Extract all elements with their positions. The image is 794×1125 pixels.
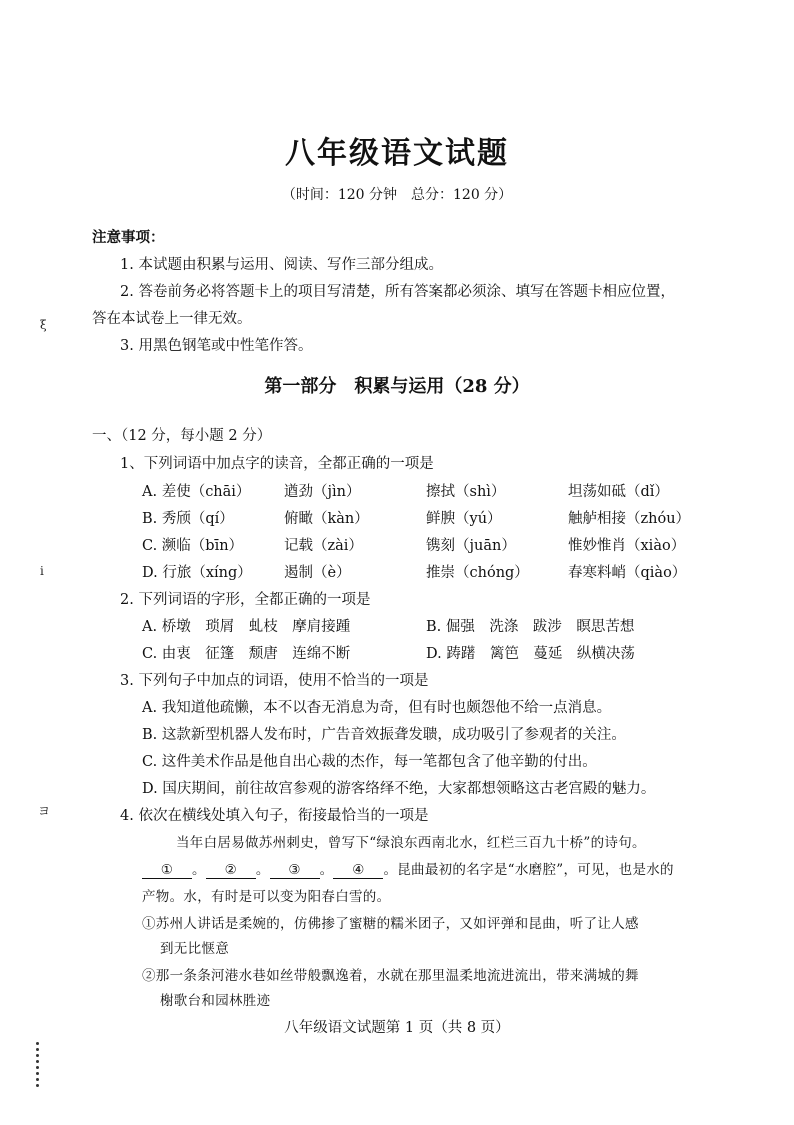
choice-line: 榭歌台和园林胜迹 (160, 993, 271, 1009)
option-line: C. 这件美术作品是他自出心裁的杰作，每一笔都包含了他辛勤的付出。 (142, 754, 597, 770)
option-cell: B. 秀颀（qí） (142, 511, 234, 527)
part-heading: 一、（12 分，每小题 2 分） (92, 428, 272, 444)
answer-blank: ③ (270, 862, 320, 879)
margin-mark: ξ (40, 318, 47, 332)
margin-mark: i (40, 564, 44, 578)
note-item: 1. 本试题由积累与运用、阅读、写作三部分组成。 (120, 257, 443, 273)
option-line: B. 这款新型机器人发布时，广告音效振聋发聩，成功吸引了参观者的关注。 (142, 727, 626, 743)
option-cell: B. 倔强 洗涤 跋涉 瞑思苦想 (426, 619, 635, 635)
passage-line: 当年白居易做苏州刺史，曾写下“绿浪东西南北水，红栏三百九十桥”的诗句。 (176, 835, 646, 851)
choice-line: ②那一条条河港水巷如丝带般飘逸着，水就在那里温柔地流进流出，带来满城的舞 (142, 968, 639, 984)
option-cell: 惟妙惟肖（xiào） (568, 538, 686, 554)
option-line: A. 我知道他疏懒，本不以杳无消息为奇，但有时也颇怨他不给一点消息。 (142, 700, 612, 716)
note-item: 答在本试卷上一律无效。 (92, 311, 252, 327)
option-line: D. 国庆期间，前往故宫参观的游客络绎不绝，大家都想领略这古老宫殿的魅力。 (142, 781, 656, 797)
note-item: 3. 用黑色钢笔或中性笔作答。 (120, 338, 313, 354)
option-cell: D. 行旅（xíng） (142, 565, 252, 581)
option-cell: 坦荡如砥（dǐ） (568, 484, 669, 500)
passage-text: 。昆曲最初的名字是“水磨腔”，可见，也是水的 (383, 862, 674, 878)
question-stem: 3. 下列句子中加点的词语，使用不恰当的一项是 (120, 673, 429, 689)
question-stem: 2. 下列词语的字形，全都正确的一项是 (120, 592, 371, 608)
choice-line: 到无比惬意 (160, 941, 229, 957)
question-stem: 4. 依次在横线处填入句子，衔接最恰当的一项是 (120, 808, 429, 824)
choice-line: ①苏州人讲话是柔婉的，仿佛掺了蜜糖的糯米团子，又如评弹和昆曲，听了让人感 (142, 916, 639, 932)
answer-blank: ① (142, 862, 192, 879)
section-heading: 第一部分 积累与运用（28 分） (264, 376, 530, 397)
option-cell: 记载（zài） (284, 538, 363, 554)
option-cell: 遏制（è） (284, 565, 351, 581)
option-cell: 擦拭（shì） (426, 484, 506, 500)
passage-line: ① 。 ② 。 ③ 。 ④ 。昆曲最初的名字是“水磨腔”，可见，也是水的 (142, 858, 674, 879)
passage-line: 产物。水，有时是可以变为阳春白雪的。 (142, 889, 391, 905)
option-cell: A. 桥墩 琐屑 虬枝 摩肩接踵 (142, 619, 351, 635)
answer-blank: ② (206, 862, 256, 879)
answer-blank: ④ (333, 862, 383, 879)
option-cell: 遒劲（jìn） (284, 484, 361, 500)
option-cell: A. 差使（chāi） (142, 484, 251, 500)
question-stem: 1、下列词语中加点字的读音，全都正确的一项是 (120, 456, 434, 472)
option-cell: 春寒料峭（qiào） (568, 565, 687, 581)
margin-mark: ヨ (38, 804, 51, 818)
exam-info: （时间：120 分钟 总分：120 分） (281, 187, 513, 203)
option-cell: 触舻相接（zhóu） (568, 511, 691, 527)
notes-heading: 注意事项： (92, 229, 165, 246)
option-cell: 俯瞰（kàn） (284, 511, 369, 527)
option-cell: D. 踌躇 篱笆 蔓延 纵横决荡 (426, 646, 635, 662)
page-title: 八年级语文试题 (285, 136, 509, 171)
option-cell: 镌刻（juān） (426, 538, 516, 554)
page-footer: 八年级语文试题第 1 页（共 8 页） (284, 1020, 510, 1036)
option-cell: C. 由衷 征篷 颓唐 连绵不断 (142, 646, 351, 662)
note-item: 2. 答卷前务必将答题卡上的项目写清楚，所有答案都必须涂、填写在答题卡相应位置， (120, 284, 675, 300)
option-cell: 推崇（chóng） (426, 565, 529, 581)
option-cell: C. 濒临（bīn） (142, 538, 244, 554)
binding-dots (36, 1042, 40, 1090)
option-cell: 鲜腴（yú） (426, 511, 502, 527)
